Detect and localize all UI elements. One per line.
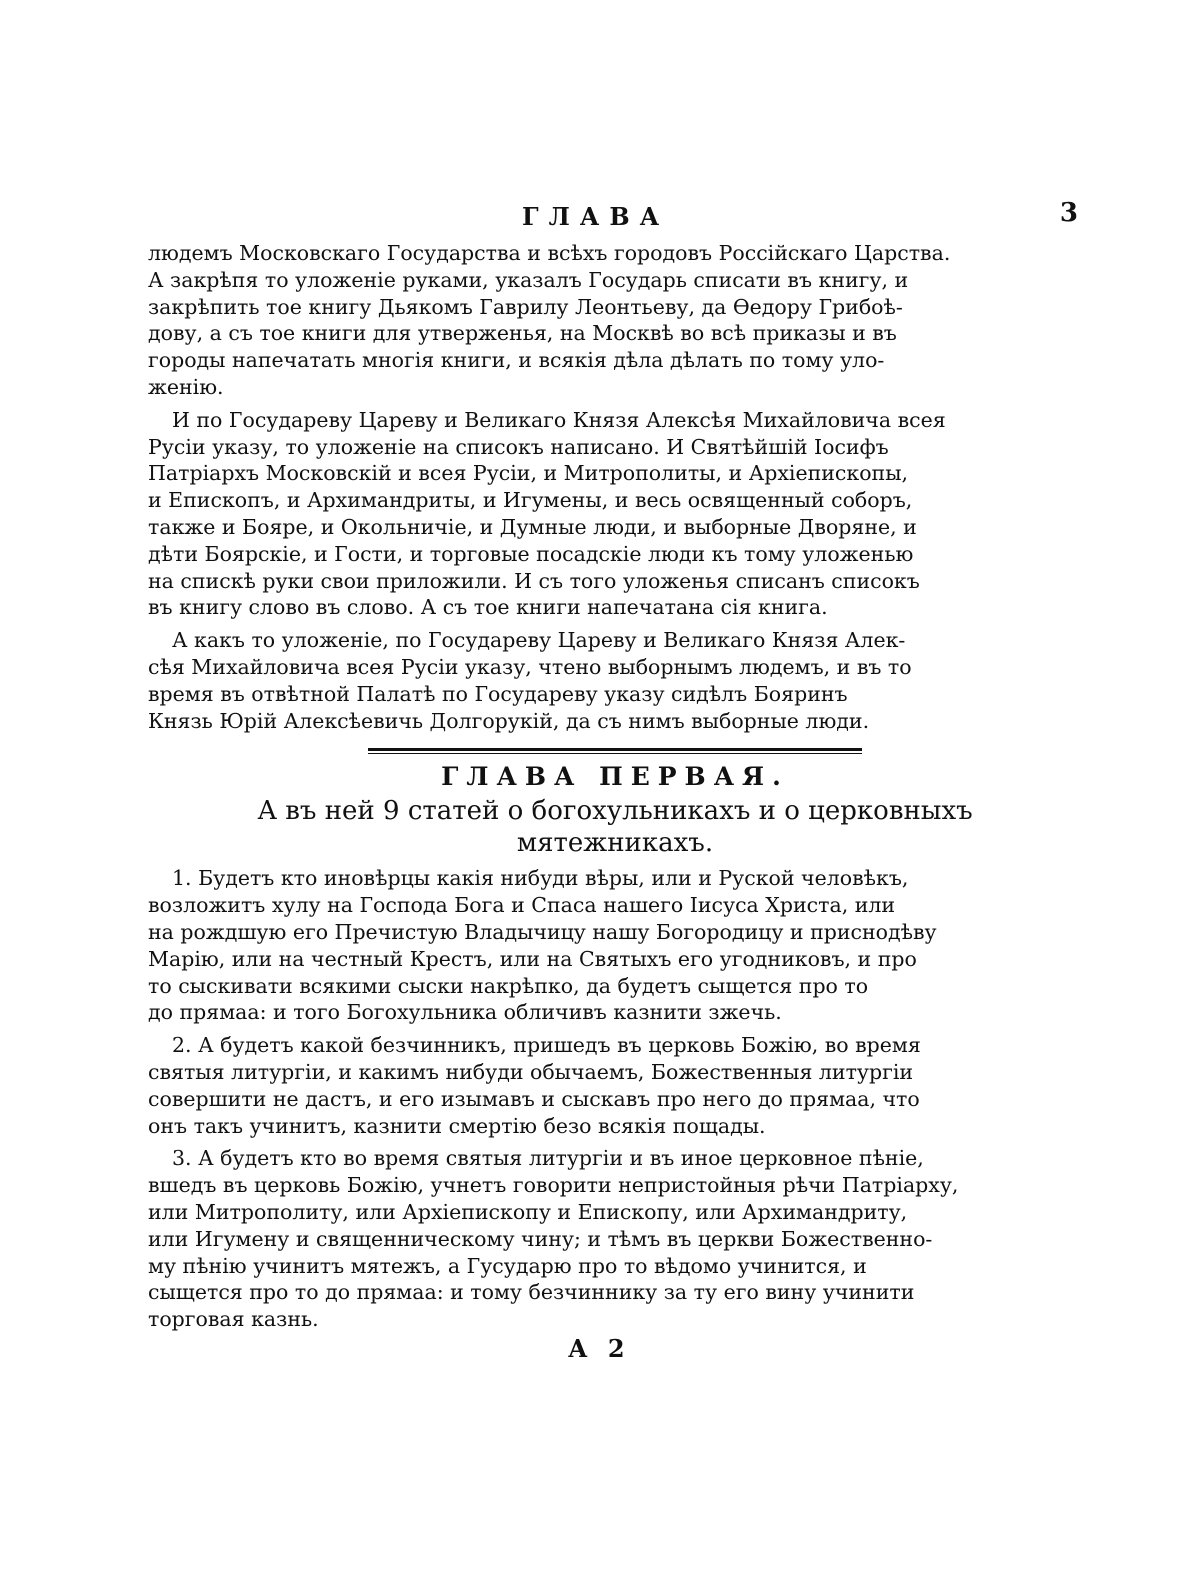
text-line: вшедъ въ церковь Божію, учнетъ говорити непристойныя рѣчи Патріарху, [148, 1173, 959, 1198]
text-line: возложитъ хулу на Господа Бога и Спаса нашего Іисуса Христа, или [148, 893, 896, 918]
text-line: городы напечатать многія книги, и всякія дѣла дѣлать по тому уло- [148, 348, 885, 373]
text-line: женію. [148, 374, 224, 399]
article-2 [148, 1032, 1082, 1139]
paragraph-1 [148, 240, 1082, 401]
text-line: А закрѣпя то уложеніе руками, указалъ Государь списати въ книгу, и [148, 267, 909, 292]
paragraph-3 [148, 627, 1082, 734]
text-line: А какъ то уложеніе, по Государеву Цареву и Великаго Князя Алек- [172, 628, 906, 653]
text-line: въ книгу слово въ слово. А съ тое книги напечатана сія книга. [148, 595, 828, 620]
text-line: также и Бояре, и Окольничіе, и Думные люди, и выборные Дворяне, и [148, 514, 917, 539]
text-line: на рождшую его Пречистую Владычицу нашу Богородицу и приснодѣву [148, 919, 937, 944]
text-line: то сыскивати всякими сыски накрѣпко, да будетъ сыщется про то [148, 973, 869, 998]
text-line: и Епископъ, и Архимандриты, и Игумены, и весь освященный соборъ, [148, 488, 913, 513]
chapter-subtitle-line: мятежникахъ. [516, 828, 714, 859]
text-line: Марію, или на честный Крестъ, или на Святыхъ его угодниковъ, и про [148, 946, 917, 971]
text-line: торговая казнь. [148, 1307, 319, 1332]
article-1 [148, 865, 1082, 1026]
text-line: 3. А будетъ кто во время святыя литургіи и въ иное церковное пѣніе, [172, 1146, 924, 1171]
text-line: святыя литургіи, и какимъ нибуди обычаемъ, Божественныя литургіи [148, 1059, 914, 1084]
text-line: Русіи указу, то уложеніе на списокъ написано. И Святѣйшій Іосифъ [148, 434, 889, 459]
paragraph-2 [148, 407, 1082, 621]
text-line: на спискѣ руки свои приложили. И съ того уложенья списанъ списокъ [148, 568, 920, 593]
chapter-subtitle [148, 795, 1082, 859]
text-line: 2. А будетъ какой безчинникъ, пришедъ въ церковь Божію, во время [172, 1033, 921, 1058]
running-title: ГЛАВА [522, 202, 670, 231]
text-line: му пѣнію учинитъ мятежъ, а Гусударю про то вѣдомо учинится, и [148, 1253, 867, 1278]
section-divider [148, 748, 1082, 754]
chapter-title: ГЛАВА ПЕРВАЯ. [441, 762, 789, 792]
text-line: людемъ Московскаго Государства и всѣхъ городовъ Россійскаго Царства. [148, 241, 951, 265]
page-number: 3 [1059, 198, 1078, 228]
text-line: время въ отвѣтной Палатѣ по Государеву указу сидѣлъ Бояринъ [148, 681, 848, 706]
text-line: И по Государеву Цареву и Великаго Князя Алексѣя Михайловича всея [172, 407, 946, 432]
signature-mark: А 2 [568, 1334, 631, 1363]
double-rule [368, 748, 862, 754]
text-line: сѣя Михайловича всея Русіи указу, чтено выборнымъ людемъ, и въ то [148, 654, 912, 679]
chapter-subtitle-line: А въ ней 9 статей о богохульникахъ и о церковныхъ [257, 796, 973, 827]
text-line: дѣти Боярскіе, и Гости, и торговые посадскіе люди къ тому уложенью [148, 541, 914, 566]
text-line: сыщется про то до прямаа: и тому безчиннику за ту его вину учинити [148, 1280, 915, 1305]
text-line: до прямаа: и того Богохульника обличивъ казнити зжечь. [148, 1000, 782, 1025]
text-line: онъ такъ учинитъ, казнити смертію безо всякія пощады. [148, 1113, 766, 1138]
page [148, 196, 1082, 1363]
text-line: закрѣпить тое книгу Дьякомъ Гаврилу Леонтьеву, да Ѳедору Грибоѣ- [148, 294, 903, 319]
text-line: или Игумену и священническому чину; и тѣмъ въ церкви Божественно- [148, 1226, 933, 1251]
text-line: совершити не дастъ, и его изымавъ и сыскавъ про него до прямаа, что [148, 1086, 920, 1111]
article-3 [148, 1145, 1082, 1333]
running-head [148, 196, 1082, 240]
text-line: Князь Юрій Алексѣевичь Долгорукій, да съ нимъ выборные люди. [148, 708, 870, 733]
text-line: или Митрополиту, или Архіепископу и Епископу, или Архимандриту, [148, 1199, 908, 1224]
text-line: 1. Будетъ кто иновѣрцы какія нибуди вѣры, или и Руской человѣкъ, [172, 866, 909, 891]
text-line: дову, а съ тое книги для утверженья, на Москвѣ во всѣ приказы и въ [148, 321, 897, 346]
text-line: Патріархъ Московскій и всея Русіи, и Митрополиты, и Архіепископы, [148, 461, 909, 486]
